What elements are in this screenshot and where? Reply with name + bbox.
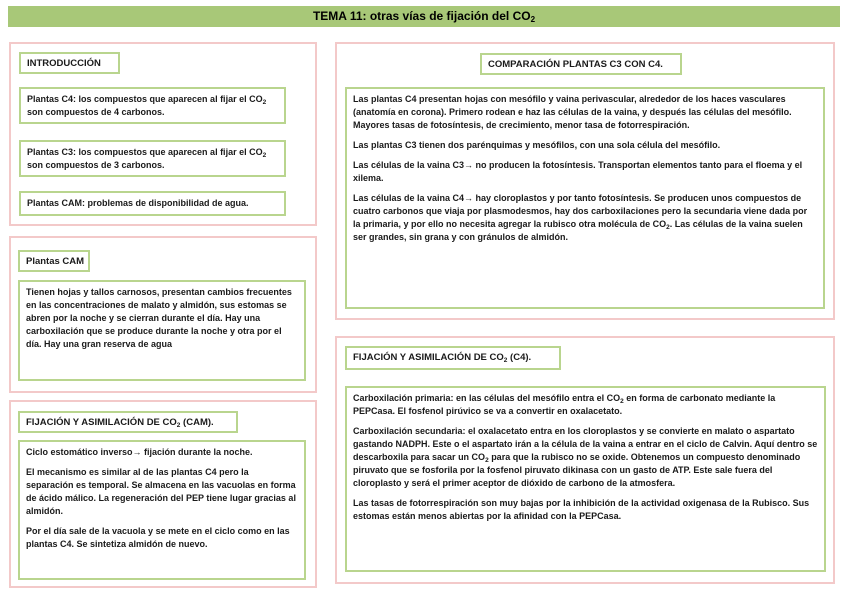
cam-plants-body: Tienen hojas y tallos carnosos, presentan cambios frecuentes en las concentraciones de malato y almidón, sus estomas se abren por la noche y se cierran durante el día. Hay una carboxilación que se produce durante la noche y otra por el día. Hay una gran reserva de agua	[18, 280, 306, 381]
intro-cam-box: Plantas CAM: problemas de disponibilidad de agua.	[19, 191, 286, 216]
page-title-text: TEMA 11: otras vías de fijación del CO	[312, 9, 531, 23]
intro-c3-box: Plantas C3: los compuestos que aparecen al fijar el $CO_2$ son compuestos de 3 carbonos.	[19, 140, 286, 177]
intro-c4-box: Plantas C4: los compuestos que aparecen al fijar el $CO_2$ son compuestos de 4 carbonos.	[19, 87, 286, 124]
cam-fixation-header: FIJACIÓN Y ASIMILACIÓN DE $CO_2$ (CAM).	[18, 411, 238, 433]
cam-fixation-body: Ciclo estomático inverso→ fijación durante la noche. El mecanismo es similar al de las plantas C4 pero la separación es temporal. Se almacena en las vacuolas en forma de ácido málico. La regeneración del PEP tiene lugar gracias al almidón. Por el día sale de la vacuola y se mete en el ciclo como en las plantas C4. Se sintetiza almidón de nuevo.	[18, 440, 306, 580]
page-title	[8, 6, 840, 27]
cam-plants-header: Plantas CAM	[18, 250, 90, 272]
intro-header	[19, 52, 120, 74]
comparison-body: Las plantas C4 presentan hojas con mesófilo y vaina perivascular, alrededor de los haces vasculares (anatomía en corona). Primero rodean e haz las células de la vaina, y después las células del mesófilo. Mayores tasas de fotosíntesis, de crecimiento, menor tasa de fotorrespiración. Las plantas C3 tienen dos parénquimas y mesófilos, con una sola célula del mesófilo. Las células de la vaina C3→ no producen la fotosíntesis. Transportan elementos tanto para el floema y el xilema. Las células de la vaina C4→ hay cloroplastos y por tanto fotosíntesis. Se producen unos compuestos de cuatro carbonos que viaja por plasmodesmos, hay dos carboxilaciones pero la secundaria viene dada por la primaria, y por ello no necesita agregar la rubisco otra molécula de $CO_2$. Las células de la vaina suelen ser grandes, sin grana y con gránulos de almidón.	[345, 87, 825, 309]
page-title-subscript: 2	[530, 15, 536, 24]
c4-fixation-body: Carboxilación primaria: en las células del mesófilo entra el $CO_2$ en forma de carbonato mediante la PEPCasa. El fosfenol pirúvico se va a convertir en oxalacetato. Carboxilación secundaria: el oxalacetato entra en los cloroplastos y se convierte en malato o aspartato gastando NADPH. Este o el aspartato irán a la célula de la vaina a entrar en el ciclo de Calvin. Aquí dentro se descarboxila para sacar un $CO_2$ para que la rubisco no se oxide. Obtenemos un compuesto denominado piruvato que se fosforila por la fosfenol piruvato dikinasa con un gasto de ATP. Este sale fuera del cloroplasto y será el primer aceptor de dióxido de carbono de la atmosfera. Las tasas de fotorrespiración son muy bajas por la inhibición de la actividad oxigenasa de la Rubisco. Sus estomas están menos abiertas por la afinidad con la PEPCasa.	[345, 386, 826, 572]
comparison-header: COMPARACIÓN PLANTAS C3 CON C4.	[480, 53, 682, 75]
c4-fixation-header: FIJACIÓN Y ASIMILACIÓN DE $CO_2$ (C4).	[345, 346, 561, 370]
intro-header-text: INTRODUCCIÓN	[27, 58, 101, 69]
